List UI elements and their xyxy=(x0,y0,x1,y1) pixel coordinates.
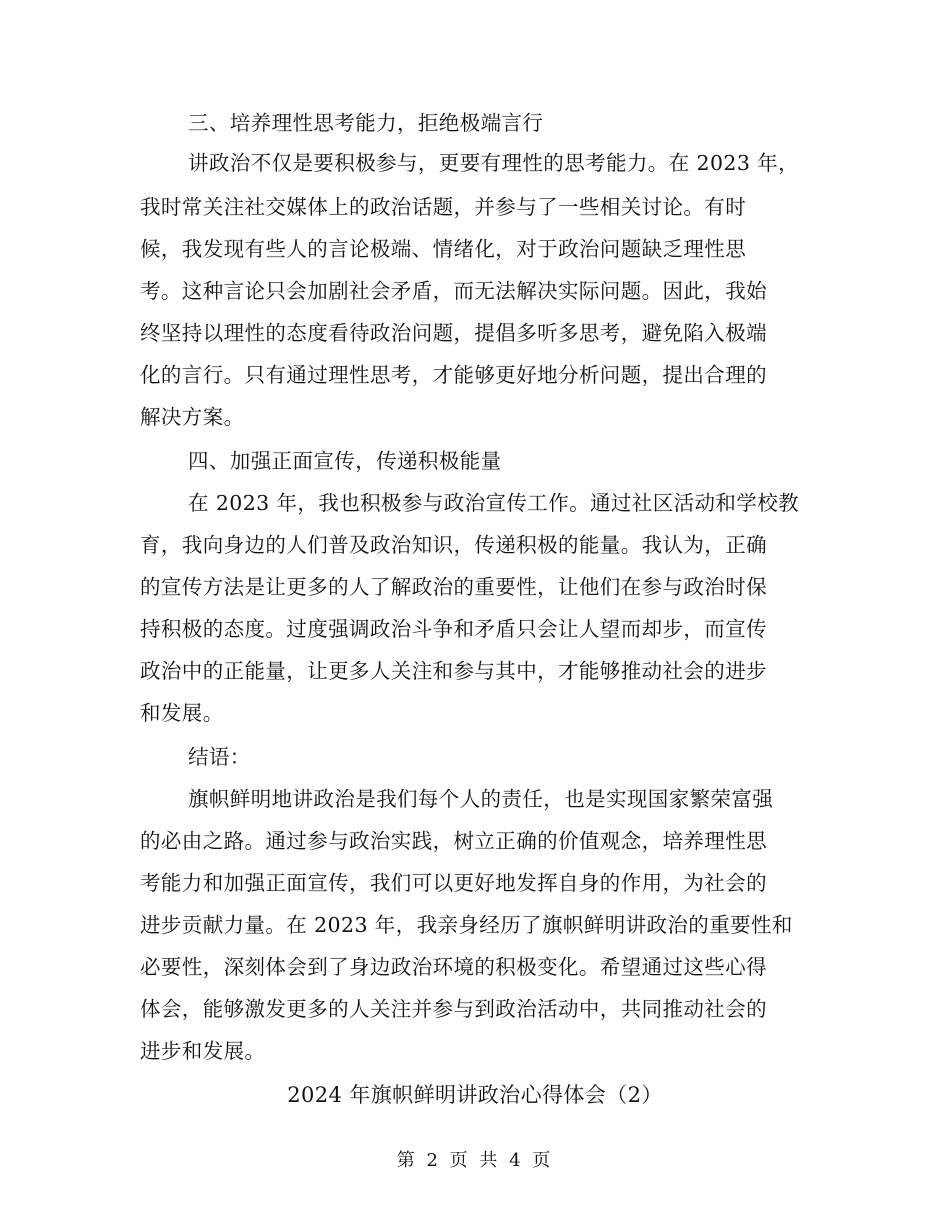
paragraph-line: 旗帜鲜明地讲政治是我们每个人的责任，也是实现国家繁荣富强 xyxy=(188,787,774,811)
paragraph-line: 和发展。 xyxy=(140,701,224,725)
paragraph-line: 化的言行。只有通过理性思考，才能够更好地分析问题，提出合理的 xyxy=(140,363,767,387)
section-heading-4: 四、加强正面宣传，传递积极能量 xyxy=(188,449,502,473)
paragraph-line: 进步贡献力量。在 2023 年，我亲身经历了旗帜鲜明讲政治的重要性和 xyxy=(140,913,793,937)
paragraph-line: 政治中的正能量，让更多人关注和参与其中，才能够推动社会的进步 xyxy=(140,659,767,683)
paragraph-line: 考能力和加强正面宣传，我们可以更好地发挥自身的作用，为社会的 xyxy=(140,871,767,895)
section-heading-3: 三、培养理性思考能力，拒绝极端言行 xyxy=(188,111,544,135)
paragraph-line: 我时常关注社交媒体上的政治话题，并参与了一些相关讨论。有时 xyxy=(140,195,747,219)
conclusion-heading: 结语： xyxy=(188,745,251,769)
paragraph-line: 在 2023 年，我也积极参与政治宣传工作。通过社区活动和学校教 xyxy=(188,491,800,515)
paragraph-line: 讲政治不仅是要积极参与，更要有理性的思考能力。在 2023 年， xyxy=(188,151,800,175)
paragraph-line: 育，我向身边的人们普及政治知识，传递积极的能量。我认为，正确 xyxy=(140,533,767,557)
paragraph-line: 必要性，深刻体会到了身边政治环境的积极变化。希望通过这些心得 xyxy=(140,955,767,979)
paragraph-line: 候，我发现有些人的言论极端、情绪化，对于政治问题缺乏理性思 xyxy=(140,237,747,261)
paragraph-line: 的宣传方法是让更多的人了解政治的重要性，让他们在参与政治时保 xyxy=(140,575,767,599)
paragraph-line: 解决方案。 xyxy=(140,405,245,429)
next-document-title: 2024 年旗帜鲜明讲政治心得体会（2） xyxy=(287,1083,663,1107)
paragraph-line: 考。这种言论只会加剧社会矛盾，而无法解决实际问题。因此，我始 xyxy=(140,279,767,303)
paragraph-line: 的必由之路。通过参与政治实践，树立正确的价值观念，培养理性思 xyxy=(140,829,767,853)
paragraph-line: 体会，能够激发更多的人关注并参与到政治活动中，共同推动社会的 xyxy=(140,997,767,1021)
paragraph-line: 终坚持以理性的态度看待政治问题，提倡多听多思考，避免陷入极端 xyxy=(140,321,767,345)
page-footer: 第 2 页 共 4 页 xyxy=(396,1150,554,1171)
paragraph-line: 进步和发展。 xyxy=(140,1039,266,1063)
paragraph-line: 持积极的态度。过度强调政治斗争和矛盾只会让人望而却步，而宣传 xyxy=(140,617,767,641)
